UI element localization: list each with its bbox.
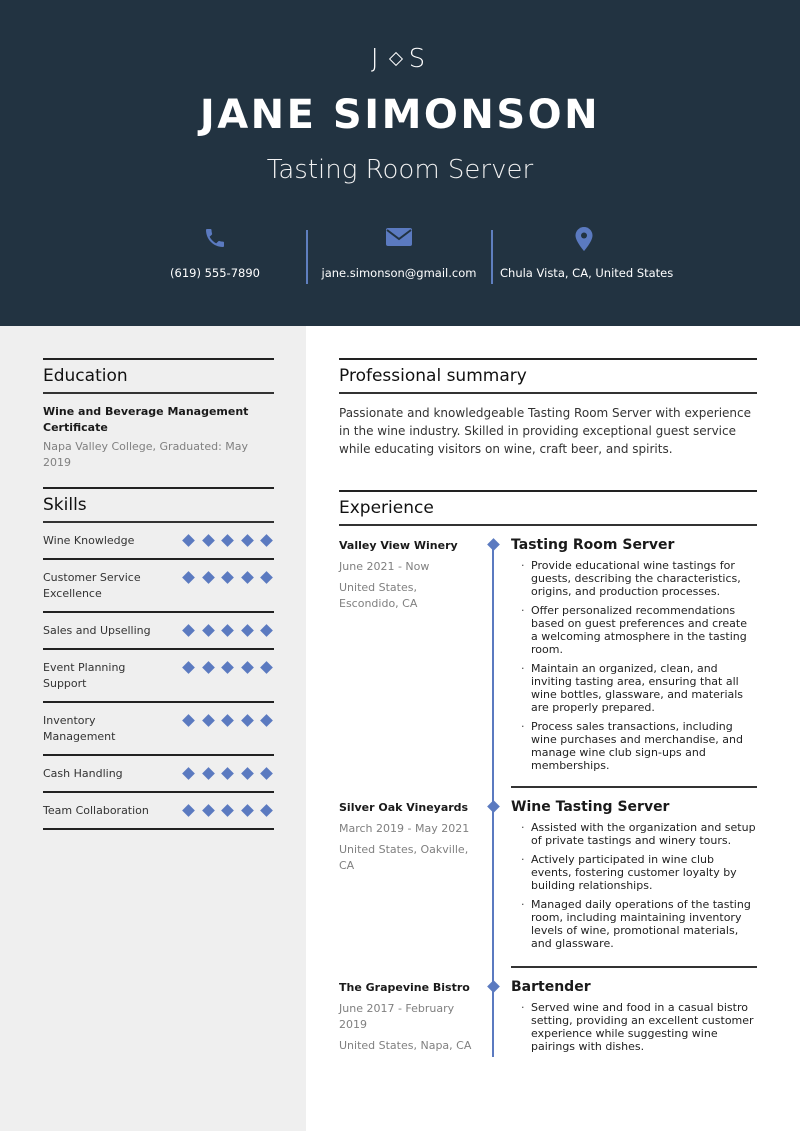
rating-diamond-icon [182, 571, 195, 584]
experience-meta [339, 800, 474, 874]
rating-diamond-icon [182, 767, 195, 780]
skill-row [43, 793, 274, 830]
rating-diamond-icon [241, 767, 254, 780]
rating-diamond-icon [241, 804, 254, 817]
rating-diamond-icon [260, 534, 273, 547]
skill-rating [184, 533, 274, 545]
candidate-name: JANE SIMONSON [199, 92, 601, 138]
responsibility-item: · Maintain an organized, clean, and inviting tasting area, ensuring that all wine bottles, glassware, and materials are properly prepared. [521, 662, 757, 714]
responsibility-list [511, 821, 757, 950]
rating-diamond-icon [221, 767, 234, 780]
skill-row [43, 756, 274, 793]
education-details: Napa Valley College, Graduated: May 2019 [43, 440, 249, 469]
rating-diamond-icon [260, 661, 273, 674]
responsibility-item: · Offer personalized recommendations based on guest preferences and create a welcoming atmosphere in the tasting room. [521, 604, 757, 656]
education-section [43, 358, 274, 471]
skill-name: Team Collaboration [43, 804, 149, 817]
summary-section [339, 358, 757, 458]
contact-divider [306, 230, 308, 284]
rating-diamond-icon [241, 571, 254, 584]
timeline-diamond-icon [487, 538, 500, 551]
monogram [0, 44, 800, 74]
experience-section [339, 490, 757, 526]
skill-row [43, 650, 274, 703]
phone-number: (619) 555-7890 [170, 266, 260, 280]
contact-email[interactable] [320, 226, 478, 280]
rating-diamond-icon [241, 534, 254, 547]
employment-dates: June 2017 - February 2019 [339, 1002, 455, 1031]
employment-location: United States, Oakville, CA [339, 843, 469, 872]
responsibility-item: · Managed daily operations of the tasting room, including maintaining inventory levels of wine, promotional materials, and glassware. [521, 898, 757, 950]
skills-section [43, 487, 274, 830]
experience-details [511, 797, 757, 956]
contact-bar [0, 226, 800, 286]
candidate-title: Tasting Room Server [266, 155, 534, 185]
experience-heading: Experience [339, 490, 757, 526]
rating-diamond-icon [241, 661, 254, 674]
employment-dates: June 2021 - Now [339, 560, 430, 573]
rating-diamond-icon [202, 714, 215, 727]
rating-diamond-icon [202, 534, 215, 547]
rating-diamond-icon [221, 714, 234, 727]
rating-diamond-icon [202, 767, 215, 780]
email-icon [320, 226, 478, 256]
skills-heading: Skills [43, 487, 274, 523]
rating-diamond-icon [260, 571, 273, 584]
responsibility-list [511, 559, 757, 772]
rating-diamond-icon [182, 804, 195, 817]
contact-phone[interactable] [165, 226, 265, 280]
skill-rating [184, 766, 274, 778]
job-role: Wine Tasting Server [511, 799, 670, 815]
resume-header [0, 0, 800, 326]
skill-name: Event Planning Support [43, 661, 126, 690]
rating-diamond-icon [202, 571, 215, 584]
rating-diamond-icon [260, 714, 273, 727]
responsibility-list [511, 1001, 757, 1053]
job-role: Tasting Room Server [511, 537, 675, 553]
location-text: Chula Vista, CA, United States [500, 266, 674, 280]
rating-diamond-icon [241, 624, 254, 637]
skill-rating [184, 803, 274, 815]
skill-row [43, 703, 274, 756]
rating-diamond-icon [202, 624, 215, 637]
employment-dates: March 2019 - May 2021 [339, 822, 470, 835]
skill-name: Wine Knowledge [43, 534, 135, 547]
responsibility-item: · Provide educational wine tastings for guests, describing the characteristics, origins, and production processes. [521, 559, 757, 598]
skill-row [43, 560, 274, 613]
rating-diamond-icon [260, 767, 273, 780]
rating-diamond-icon [221, 661, 234, 674]
rating-diamond-icon [202, 804, 215, 817]
responsibility-item: · Process sales transactions, including wine purchases and merchandise, and manage wine club sign-ups and memberships. [521, 720, 757, 772]
monogram-initial-first: J [370, 44, 383, 74]
skill-rating [184, 660, 274, 672]
responsibility-item: · Served wine and food in a casual bistro setting, providing an excellent customer experience while suggesting wine pairings with dishes. [521, 1001, 757, 1053]
responsibility-item: · Assisted with the organization and setup of private tastings and winery tours. [521, 821, 757, 847]
rating-diamond-icon [260, 624, 273, 637]
rating-diamond-icon [182, 624, 195, 637]
skill-rating [184, 713, 274, 725]
experience-divider [511, 966, 757, 968]
contact-divider [491, 230, 493, 284]
rating-diamond-icon [182, 661, 195, 674]
rating-diamond-icon [182, 534, 195, 547]
email-address: jane.simonson@gmail.com [321, 266, 477, 280]
company-name: The Grapevine Bistro [339, 981, 470, 994]
responsibility-item: · Actively participated in wine club events, fostering customer loyalty by building relationships. [521, 853, 757, 892]
experience-divider [511, 786, 757, 788]
rating-diamond-icon [221, 534, 234, 547]
company-name: Silver Oak Vineyards [339, 801, 469, 814]
skill-rating [184, 623, 274, 635]
job-role: Bartender [511, 979, 591, 995]
timeline-diamond-icon [487, 980, 500, 993]
rating-diamond-icon [221, 571, 234, 584]
rating-diamond-icon [221, 804, 234, 817]
summary-text: Passionate and knowledgeable Tasting Room Server with experience in the wine industry. Skilled in providing exceptional guest service while educating visitors on wine, craft beer, and spirits. [339, 406, 751, 456]
experience-details [511, 977, 757, 1059]
education-heading: Education [43, 358, 274, 394]
company-name: Valley View Winery [339, 539, 458, 552]
rating-diamond-icon [221, 624, 234, 637]
rating-diamond-icon [182, 714, 195, 727]
skill-name: Sales and Upselling [43, 624, 151, 637]
skill-name: Cash Handling [43, 767, 123, 780]
experience-meta [339, 538, 474, 612]
education-degree: Wine and Beverage Management Certificate [43, 405, 249, 434]
diamond-icon [389, 52, 403, 66]
skill-row [43, 613, 274, 650]
employment-location: United States, Escondido, CA [339, 581, 418, 610]
skills-list [43, 523, 274, 830]
phone-icon [165, 226, 265, 256]
skill-row [43, 523, 274, 560]
rating-diamond-icon [241, 714, 254, 727]
employment-location: United States, Napa, CA [339, 1039, 472, 1052]
rating-diamond-icon [260, 804, 273, 817]
summary-heading: Professional summary [339, 358, 757, 394]
monogram-initial-last: S [408, 44, 430, 74]
experience-meta [339, 980, 474, 1054]
experience-details [511, 535, 757, 778]
location-pin-icon [500, 226, 668, 256]
timeline-diamond-icon [487, 800, 500, 813]
skill-name: Inventory Management [43, 714, 116, 743]
rating-diamond-icon [202, 661, 215, 674]
skill-rating [184, 570, 274, 582]
skill-name: Customer Service Excellence [43, 571, 141, 600]
contact-location [500, 226, 674, 280]
